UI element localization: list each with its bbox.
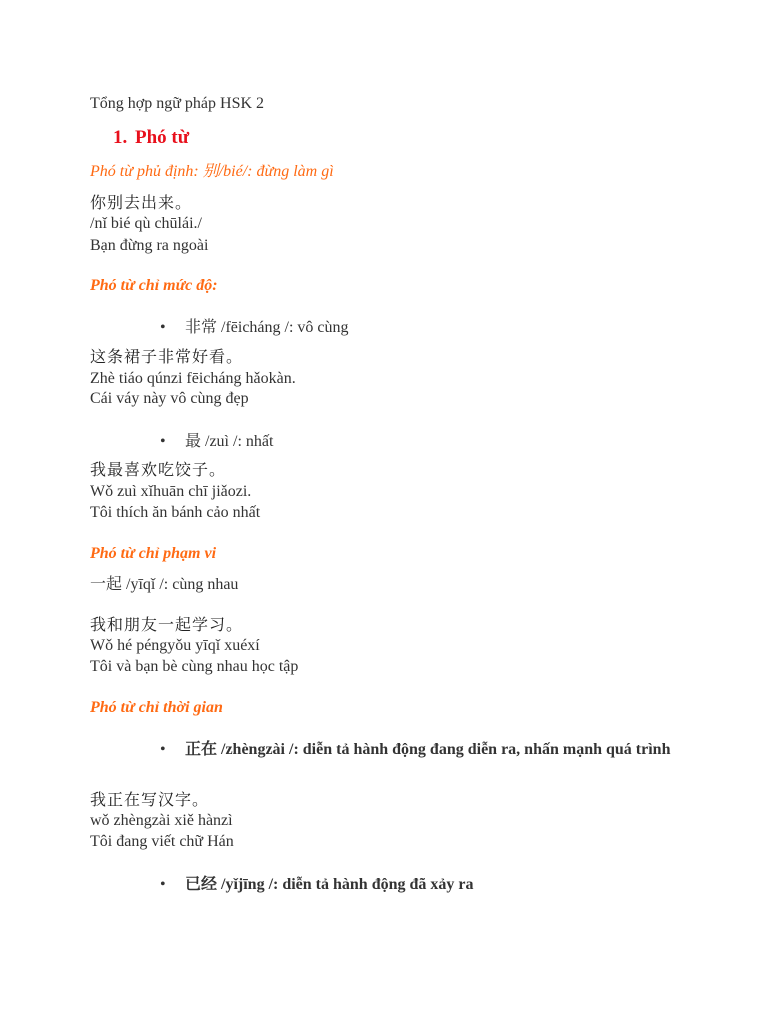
time-item1-hanzi: 我正在写汉字。 — [90, 792, 210, 809]
section-number: 1. — [113, 127, 128, 148]
scope-item: 一起 /yīqǐ /: cùng nhau — [90, 576, 239, 593]
time-item-zhengzai-text: 正在 /zhèngzài /: diễn tả hành động đang diễn ra, nhấn mạnh quá trình — [185, 741, 671, 758]
section-title: Phó từ — [135, 127, 190, 148]
bullet-dot: • — [160, 876, 166, 893]
negation-example-pinyin: /nǐ bié qù chūlái./ — [90, 215, 202, 232]
degree-item2-pinyin: Wǒ zuì xǐhuān chī jiǎozi. — [90, 483, 252, 500]
time-heading: Phó từ chỉ thời gian — [90, 699, 223, 716]
degree-item1-hanzi: 这条裙子非常好看。 — [90, 349, 244, 366]
degree-heading: Phó từ chỉ mức độ: — [90, 277, 218, 294]
negation-heading: Phó từ phủ định: 别/bié/: đừng làm gì — [90, 163, 334, 180]
time-item1-pinyin: wǒ zhèngzài xiě hànzì — [90, 812, 233, 829]
bullet-dot: • — [160, 433, 166, 450]
scope-item-pinyin: Wǒ hé péngyǒu yīqǐ xuéxí — [90, 637, 260, 654]
scope-item-hanzi: 我和朋友一起学习。 — [90, 617, 244, 634]
document-title: Tổng hợp ngữ pháp HSK 2 — [90, 95, 265, 112]
scope-item-translation: Tôi và bạn bè cùng nhau học tập — [90, 658, 299, 675]
degree-item2-translation: Tôi thích ăn bánh cảo nhất — [90, 504, 261, 521]
degree-item-feichang-text: 非常 /fēicháng /: vô cùng — [185, 319, 349, 336]
degree-item1-translation: Cái váy này vô cùng đẹp — [90, 390, 249, 407]
degree-item-zui-text: 最 /zuì /: nhất — [185, 433, 274, 450]
scope-heading: Phó từ chỉ phạm vi — [90, 545, 217, 562]
time-item-yijing-text: 已经 /yǐjīng /: diễn tả hành động đã xảy ra — [185, 876, 474, 893]
section-heading — [113, 127, 189, 149]
degree-item2-hanzi: 我最喜欢吃饺子。 — [90, 462, 227, 479]
negation-example-translation: Bạn đừng ra ngoài — [90, 237, 209, 254]
degree-item1-pinyin: Zhè tiáo qúnzi fēicháng hǎokàn. — [90, 370, 296, 387]
time-item1-translation: Tôi đang viết chữ Hán — [90, 833, 234, 850]
negation-example-hanzi: 你别去出来。 — [90, 195, 193, 212]
bullet-dot: • — [160, 741, 166, 758]
bullet-dot: • — [160, 319, 166, 336]
